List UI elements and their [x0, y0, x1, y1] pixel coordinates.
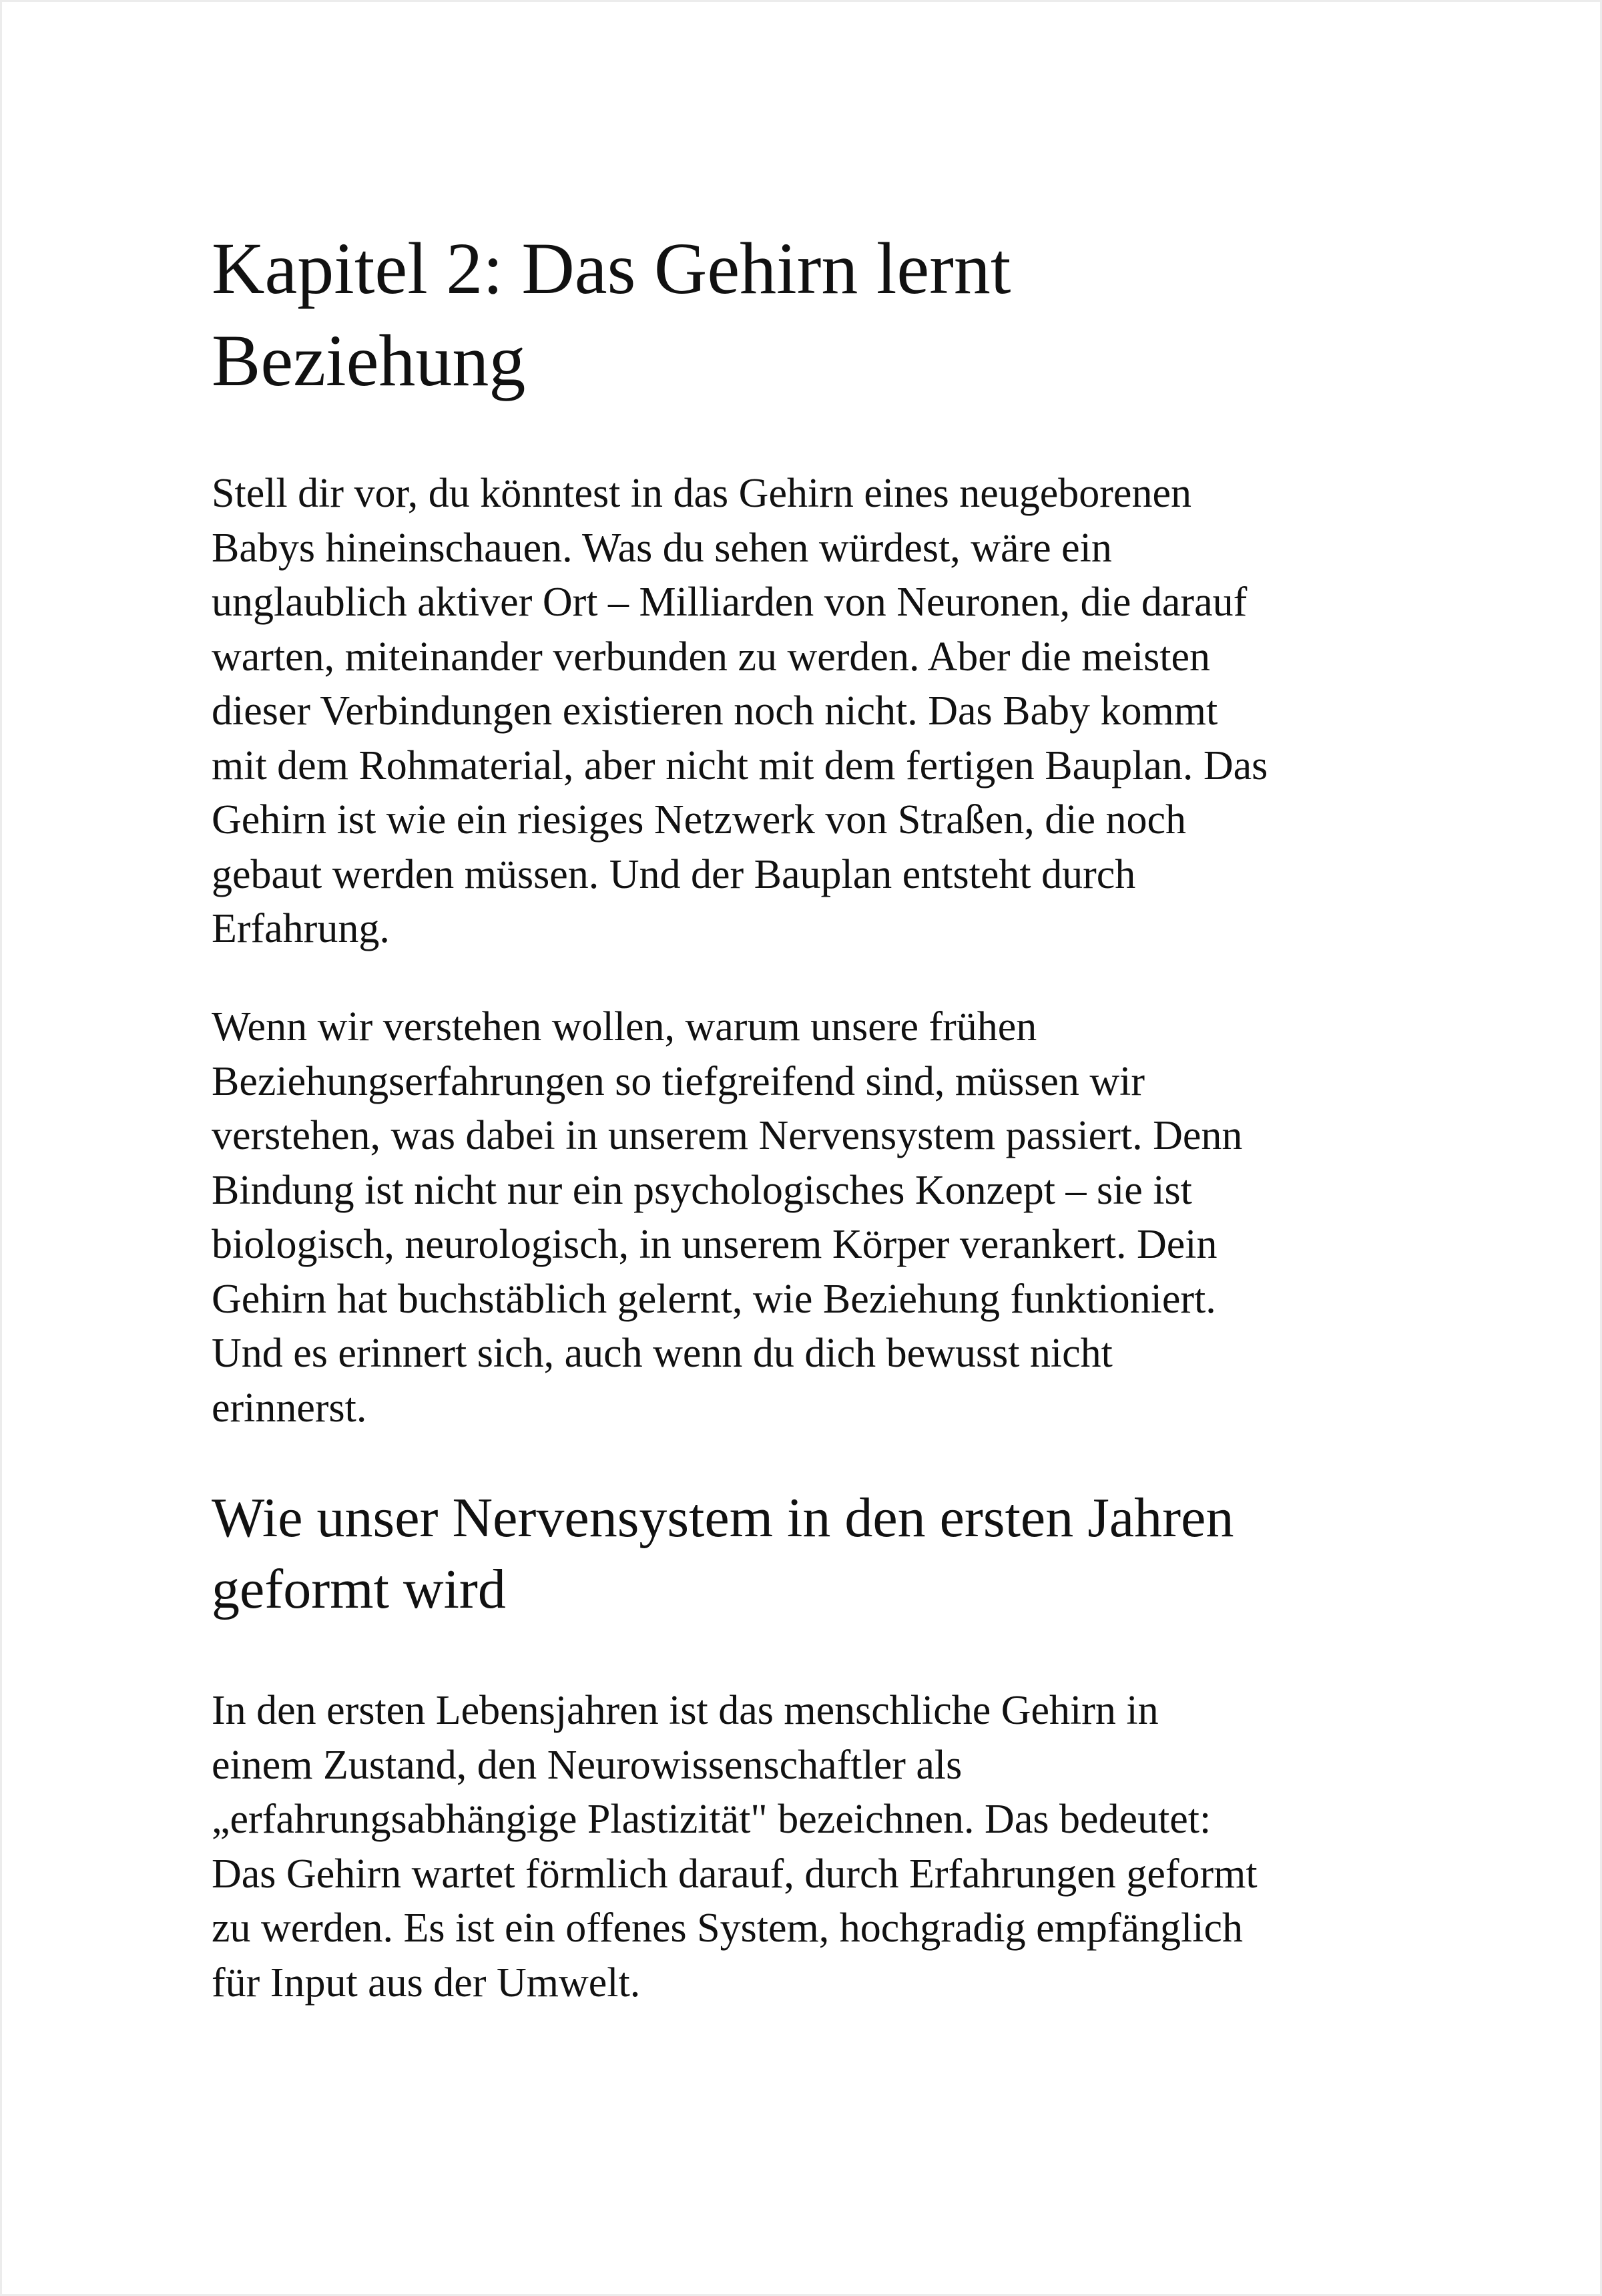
heading-line: Wie unser Nervensystem in den ersten Jahren — [212, 1487, 1234, 1549]
text-line: für Input aus der Umwelt. — [212, 1960, 641, 2006]
text-line: Bindung ist nicht nur ein psychologisches Konzept – sie ist — [212, 1167, 1192, 1213]
section-heading — [212, 1482, 1234, 1625]
chapter-title — [212, 222, 1011, 407]
text-line: Und es erinnert sich, auch wenn du dich bewusst nicht — [212, 1331, 1113, 1376]
heading-line: geformt wird — [212, 1558, 506, 1620]
text-line: Beziehungserfahrungen so tiefgreifend sind, müssen wir — [212, 1058, 1145, 1104]
text-line: Gehirn hat buchstäblich gelernt, wie Beziehung funktioniert. — [212, 1276, 1216, 1322]
paragraph-plasticity — [212, 1684, 1258, 2010]
paragraph-intro — [212, 467, 1268, 957]
title-line: Kapitel 2: Das Gehirn lernt — [212, 228, 1011, 309]
text-line: verstehen, was dabei in unserem Nervensystem passiert. Denn — [212, 1113, 1243, 1158]
text-line: dieser Verbindungen existieren noch nicht. Das Baby kommt — [212, 688, 1218, 734]
text-line: mit dem Rohmaterial, aber nicht mit dem fertigen Bauplan. Das — [212, 742, 1268, 788]
title-line: Beziehung — [212, 320, 526, 401]
text-line: Babys hineinschauen. Was du sehen würdest, wäre ein — [212, 525, 1112, 571]
text-line: Erfahrung. — [212, 906, 390, 951]
text-line: erinnerst. — [212, 1385, 367, 1431]
paragraph-binding — [212, 1000, 1242, 1435]
text-line: Wenn wir verstehen wollen, warum unsere frühen — [212, 1004, 1037, 1050]
text-line: „erfahrungsabhängige Plastizität" bezeichnen. Das bedeutet: — [212, 1797, 1212, 1842]
text-line: zu werden. Es ist ein offenes System, hochgradig empfänglich — [212, 1905, 1244, 1951]
text-line: unglaublich aktiver Ort – Milliarden von Neuronen, die darauf — [212, 580, 1248, 625]
text-line: Gehirn ist wie ein riesiges Netzwerk von Straßen, die noch — [212, 797, 1187, 843]
text-line: Stell dir vor, du könntest in das Gehirn eines neugeborenen — [212, 471, 1191, 516]
text-line: gebaut werden müssen. Und der Bauplan entsteht durch — [212, 851, 1136, 897]
text-line: biologisch, neurologisch, in unserem Körper verankert. Dein — [212, 1222, 1218, 1267]
text-line: Das Gehirn wartet förmlich darauf, durch Erfahrungen geformt — [212, 1851, 1258, 1897]
text-line: In den ersten Lebensjahren ist das menschliche Gehirn in — [212, 1688, 1159, 1733]
text-line: einem Zustand, den Neurowissenschaftler als — [212, 1742, 963, 1788]
text-line: warten, miteinander verbunden zu werden. Aber die meisten — [212, 634, 1211, 680]
